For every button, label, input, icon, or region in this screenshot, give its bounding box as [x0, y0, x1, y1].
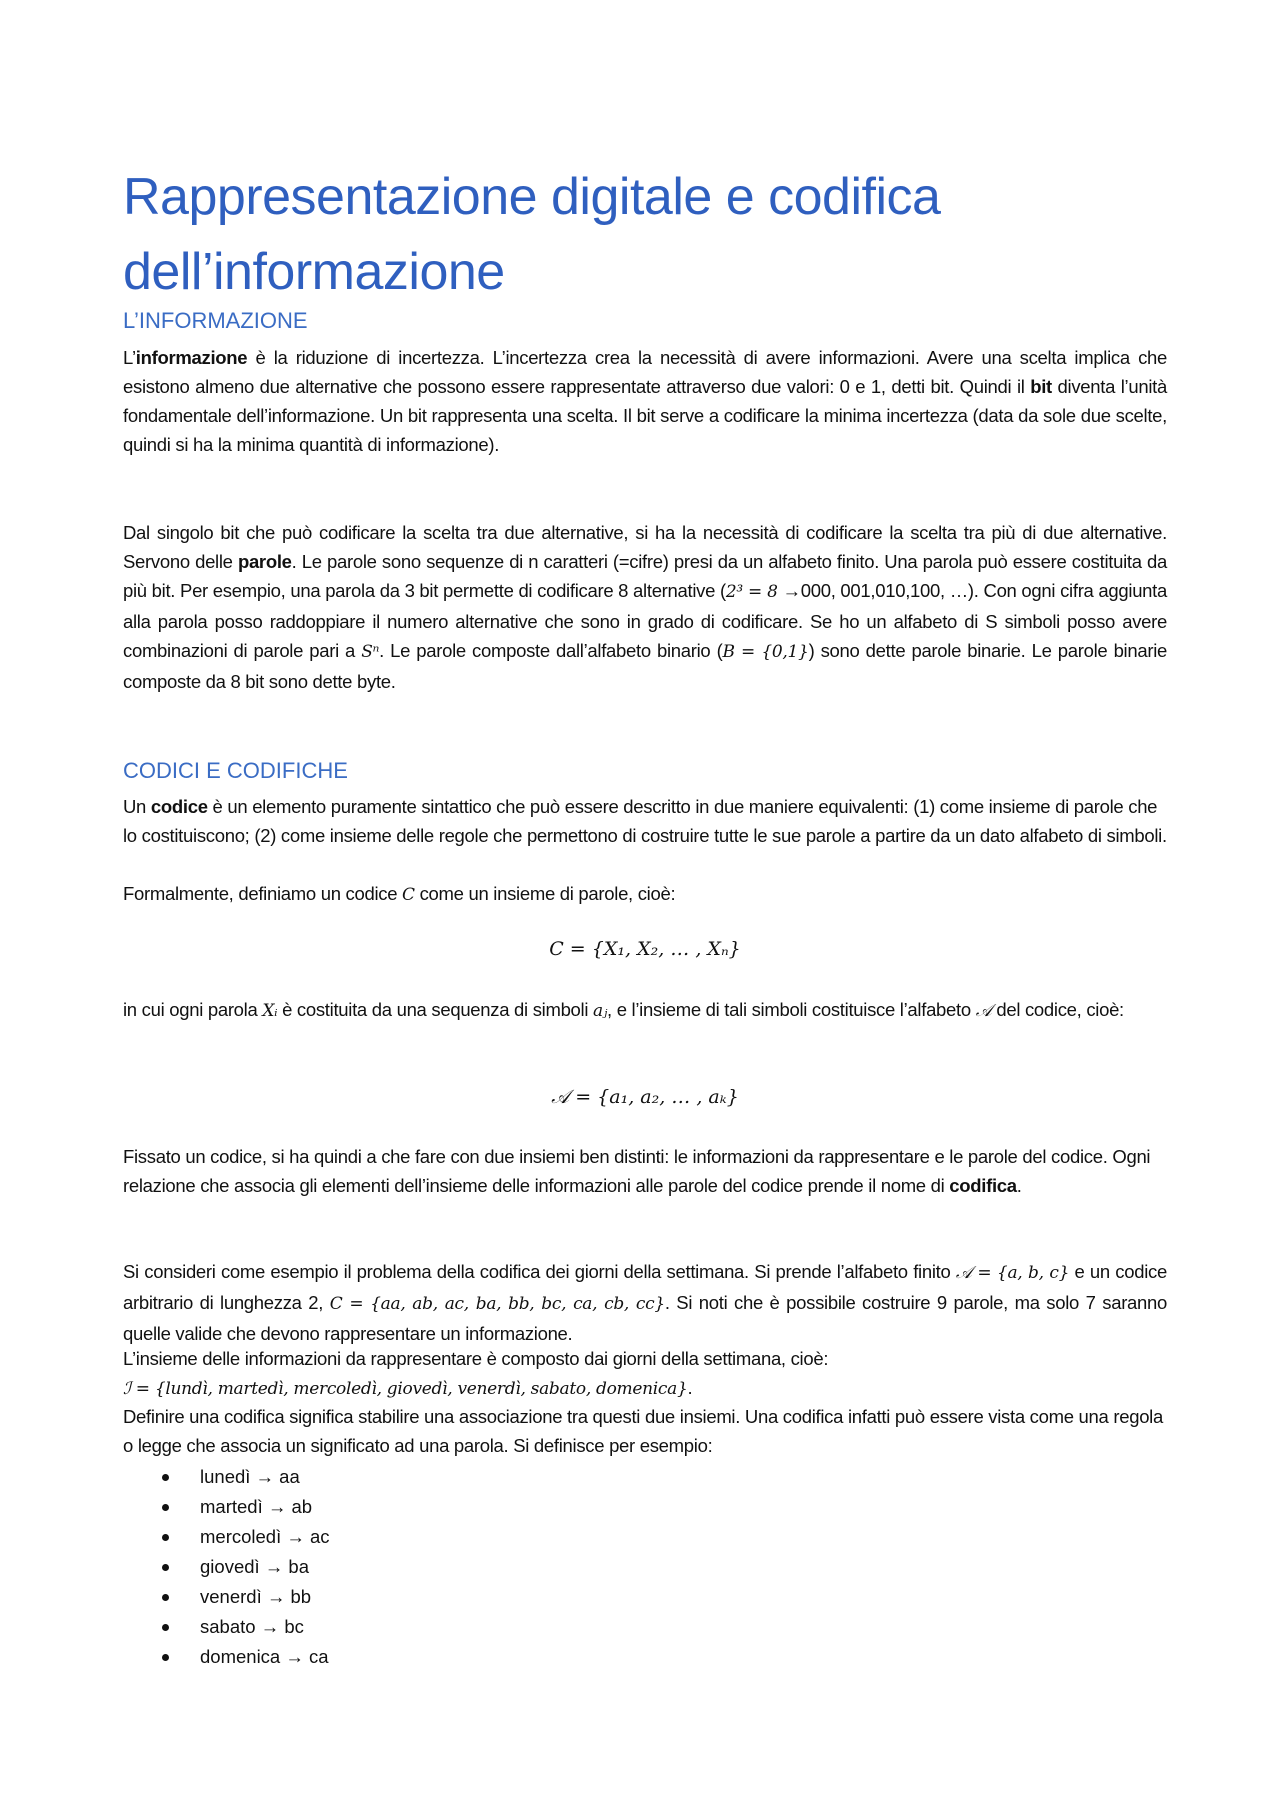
paragraph-codici-7 — [123, 1402, 1167, 1460]
encoding-list — [123, 1462, 330, 1672]
paragraph-codici-3 — [123, 1142, 1167, 1200]
text-run: L’insieme delle informazioni da rappresentare è composto dai giorni della settimana, cioè: — [123, 1348, 829, 1369]
text-run: Un — [123, 796, 151, 817]
title-line-1: Rappresentazione digitale e codifica — [123, 168, 941, 226]
bold-term: parole — [237, 551, 292, 572]
math-expression: C — [402, 885, 415, 905]
text-run: . — [687, 1377, 693, 1398]
paragraph-codici-1b — [123, 879, 1167, 910]
text-run: , e l’insieme di tali simboli costituisce l’alfabeto — [607, 999, 976, 1020]
list-item: sabato → bc — [200, 1612, 330, 1642]
bold-term: informazione — [135, 347, 248, 368]
text-run: Fissato un codice, si ha quindi a che fare con due insiemi ben distinti: le informazioni da rappresentare e le parole del codice. Ogni relazione che associa gli elementi dell’insieme delle informazioni alle parole del codice prende il nome di — [123, 1146, 1151, 1196]
title-line-2: dell’informazione — [123, 243, 505, 301]
math-expression: 𝒜 — [975, 1001, 992, 1021]
text-run: →000, 001,010,100, …). Con ogni cifra aggiunta alla parola posso raddoppiare il numero alternative che sono in grado di codificare. Se ho un alfabeto di S simboli posso avere combinazioni di parole pari a — [123, 580, 1168, 661]
text-run: ) sono dette parole binarie. Le parole binarie composte da 8 bit sono dette byte. — [123, 640, 1167, 692]
text-run: . Le parole composte dall’alfabeto binario ( — [379, 640, 723, 661]
text-run: in cui ogni parola — [123, 999, 263, 1020]
list-item: lunedì → aa — [200, 1462, 330, 1492]
text-run: Definire una codifica significa stabilire una associazione tra questi due insiemi. Una codifica infatti può essere vista come una regola o legge che associa un significato ad una parola. Si definisce per esempio: — [123, 1406, 1163, 1456]
list-item: martedì → ab — [200, 1492, 330, 1522]
bold-term: bit — [1030, 376, 1052, 397]
math-expression: C = {aa, ab, ac, ba, bb, bc, ca, cb, cc} — [329, 1294, 665, 1314]
formula-alfabeto: 𝒜 = {a₁, a₂, … , aₖ} — [551, 1086, 739, 1108]
bold-term: codifica — [949, 1175, 1017, 1196]
text-run: Si consideri come esempio il problema della codifica dei giorni della settimana. Si prende l’alfabeto finito — [123, 1261, 956, 1282]
math-expression: aⱼ — [593, 1001, 608, 1021]
text-run: Dal singolo bit che può codificare la scelta tra due alternative, si ha la necessità di codificare la scelta tra più di due alternative. Servono delle — [123, 522, 1167, 572]
math-expression: Xᵢ — [262, 1001, 278, 1021]
list-item: domenica → ca — [200, 1642, 330, 1672]
text-run: L’ — [123, 347, 136, 368]
math-expression: 2³ = 8 — [725, 582, 778, 602]
list-item: venerdì → bb — [200, 1582, 330, 1612]
list-item: mercoledì → ac — [200, 1522, 330, 1552]
math-expression: ℐ = {lundì, martedì, mercoledì, giovedì, venerdì, sabato, domenica} — [123, 1379, 688, 1399]
text-run: . — [1016, 1175, 1022, 1196]
section-heading-codici: CODICI E CODIFICHE — [123, 758, 348, 783]
section-heading-informazione: L’INFORMAZIONE — [123, 308, 308, 333]
list-item: giovedì → ba — [200, 1552, 330, 1582]
paragraph-codici-1 — [123, 792, 1167, 850]
text-run: . Le parole sono sequenze di n caratteri (=cifre) presi da un alfabeto finito. Una parola può essere costituita da più bit. Per esempio, una parola da 3 bit permette di codificare 8 alternative ( — [123, 551, 1167, 601]
text-run: Formalmente, definiamo un codice — [123, 883, 403, 904]
paragraph-codici-2 — [123, 994, 1167, 1027]
math-expression: B = {0,1} — [722, 642, 809, 662]
text-run: è la riduzione di incertezza. L’incertezza crea la necessità di avere informazioni. Avere una scelta implica che esistono almeno due alternative che possono essere rappresentate attraverso due valori: 0 e 1, detti bit. Quindi il — [123, 347, 1167, 397]
math-expression: 𝒜 = {a, b, c} — [955, 1263, 1070, 1283]
paragraph-codici-4 — [123, 1257, 1167, 1348]
document-title — [123, 160, 940, 310]
text-run: è un elemento puramente sintattico che può essere descritto in due maniere equivalenti: (1) come insieme di parole che lo costituiscono; (2) come insieme delle regole che permettono di costruire tutte le sue parole a partire da un dato alfabeto di simboli. — [123, 796, 1167, 846]
text-run: è costituita da una sequenza di simboli — [277, 999, 594, 1020]
paragraph-informazione-2 — [123, 518, 1167, 696]
text-run: come un insieme di parole, cioè: — [414, 883, 676, 904]
paragraph-codici-5 — [123, 1344, 1167, 1373]
formula-codice: C = {X₁, X₂, … , Xₙ} — [549, 938, 741, 960]
text-run: e un codice arbitrario di lunghezza 2, — [123, 1261, 1167, 1313]
paragraph-informazione-1 — [123, 343, 1167, 459]
text-run: del codice, cioè: — [991, 999, 1124, 1020]
bold-term: codice — [150, 796, 208, 817]
paragraph-codici-6 — [123, 1373, 1167, 1404]
text-run: diventa l’unità fondamentale dell’informazione. Un bit rappresenta una scelta. Il bit serve a codificare la minima incertezza (data da sole due scelte, quindi si ha la minima quantità di informazione). — [123, 376, 1167, 455]
math-expression: Sⁿ — [361, 642, 380, 662]
text-run: . Si noti che è possibile costruire 9 parole, ma solo 7 saranno quelle valide che devono rappresentare un informazione. — [123, 1292, 1168, 1344]
